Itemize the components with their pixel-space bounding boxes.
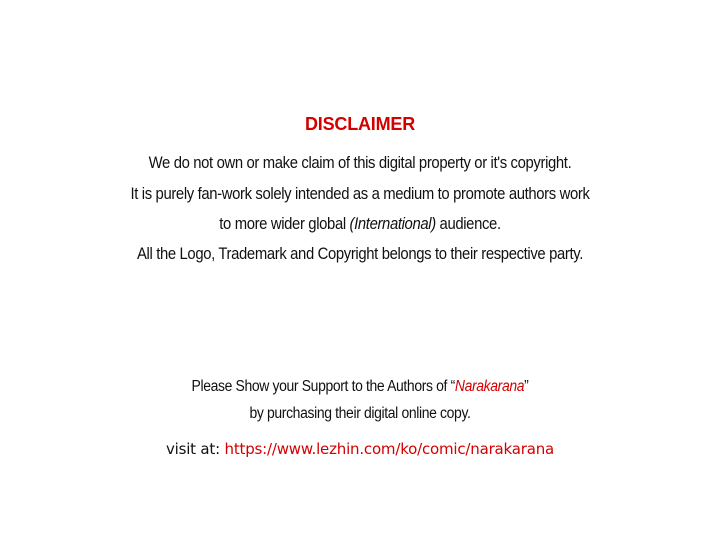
disclaimer-line-3 [36,215,684,234]
support-line-1 [36,378,684,396]
support-line-2: by purchasing their digital online copy. [249,405,471,422]
comic-url-link[interactable]: https://www.lezhin.com/ko/comic/narakarana [224,440,555,458]
international-text: (International) [349,215,436,233]
disclaimer-title: DISCLAIMER [305,114,415,134]
disclaimer-line-3-end: audience. [435,215,501,233]
disclaimer-line-1: We do not own or make claim of this digital property or it's copyright. [148,154,572,172]
support-line-1-end: ” [524,378,529,395]
series-name: Narakarana [454,378,525,395]
disclaimer-line-2: It is purely fan-work solely intended as a medium to promote authors work [130,185,590,203]
disclaimer-line-4: All the Logo, Trademark and Copyright belongs to their respective party. [137,245,583,263]
support-line-1-start: Please Show your Support to the Authors of “ [191,378,455,395]
visit-line [0,440,720,458]
visit-label: visit at: [165,440,225,458]
disclaimer-line-3-start: to more wider global [219,215,350,233]
